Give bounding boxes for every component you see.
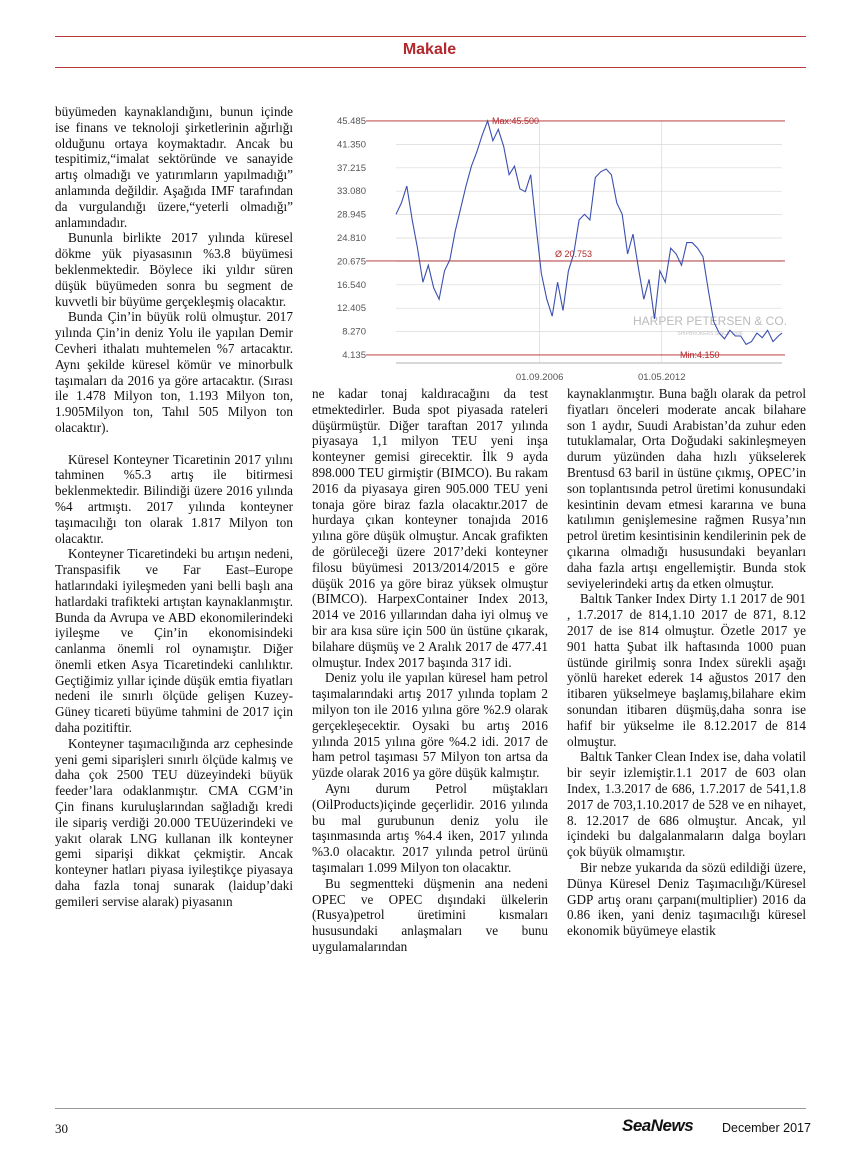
magazine-logo: SeaNews: [622, 1116, 694, 1135]
section-title: Makale: [402, 41, 457, 58]
y-tick-label: 33.080: [336, 186, 366, 198]
y-tick-label: 37.215: [336, 162, 366, 174]
x-tick-label: 01.09.2006: [515, 372, 564, 383]
paragraph: Aynı durum Petrol müştakları (OilProducts)içinde geçerlidir. 2016 yılında bu mal gurubunun deniz yolu ile taşınmasında artış %4.4 iken, 2017 yılında %3.0 olacaktır. 2017 yılında petrol ürünü taşımaları 1.099 Milyon ton olacaktır.: [312, 780, 548, 875]
footer-rule: [55, 1108, 806, 1109]
article-column-2: [312, 386, 548, 1114]
y-tick-label: 4.135: [342, 350, 366, 361]
y-tick-label: 28.945: [336, 209, 366, 221]
paragraph: Konteyner taşımacılığında arz cephesinde yeni gemi siparişleri sınırlı ölçüde kalmış ve daha çok 2500 TEU düzeyindeki büyük feeder’lara odaklanmıştır. CMA CGM’in Çin finans kuruluşlarından sağladığı kredi ile sipariş verdiği 20.000 TEUüzerindeki ve yakıt olarak LNG kullanan ilk konteyner gemi siparişi dikkat çekmiştir. Ancak konteyner hatları piyasa iyileştikçe piyasaya daha fazla tonaj sunarak (laidup’daki gemileri servise alarak) piyasanın: [55, 735, 293, 909]
page-number: 30: [55, 1121, 68, 1136]
paragraph: Baltık Tanker Clean Index ise, daha volatil bir seyir izlemiştir.1.1 2017 de 603 olan Index, 1.3.2017 de 686, 1.7.2017 de 541,1.8 2017 de 703,1.10.2017 de 528 ve en nihayet, 8. 12.2017 de 686 olmuştur. Ancak, yıl içindeki bu dalgalanmaların dalga boyları çok büyük olmamıştır.: [567, 749, 806, 860]
average-label: Ø 20.753: [555, 248, 593, 259]
header-rule-bottom: [55, 67, 806, 68]
watermark-subtext: SHIPBROKERS SINCE 1896: [677, 331, 743, 337]
harpex-chart: [310, 103, 807, 388]
max-label: Max:45.500: [492, 115, 540, 126]
paragraph: ne kadar tonaj kaldıracağını da test etmektedirler. Buda spot piyasada rateleri düşürmüştür. Diğer taraftan 2017 yılında piyasaya 1,1 milyon TEU yeni inşa konteyner gemisi girecektir. İlk 9 ayda 898.000 TEU girmiştir (BIMCO). Bu rakam 2016 da piyasaya giren 905.000 TEU yeni tonaja göre biraz fazla olacaktır.2017 de hurdaya çıkan konteyner tonajıda 2016 yılına göre düşük olmuştur. Ancak grafikten de görüleceği üzere 2017’deki konteyner filosu büyümesi 2013/2014/2015 e göre düşük 2016 ya göre biraz yüksek olmuştur (BIMCO). HarpexContainer Index 2013, 2014 ve 2016 yıllarından daha iyi olmuş ve bir ara kısa süre için 500 ün üstüne çıkarak, bilahare düşmüş ve 2 Aralık 2017 de 477.41 olmuştur. Index 2017 başında 317 idi.: [312, 386, 548, 670]
y-tick-label: 20.675: [336, 256, 366, 268]
y-tick-label: 45.485: [336, 116, 366, 127]
article-column-1: [55, 104, 293, 1114]
paragraph: Konteyner Ticaretindeki bu artışın nedeni, Transpasifik ve Far East–Europe hatlarındaki iyileşmeden yani belli başlı ana hatlardaki trafikteki artıştan kaynaklanmıştır. Bunda da Avrupa ve ABD ekonomilerindeki iyileşme ve Çin’in ekonomisindeki canlanma önemli rol oynamıştır. Diğer önemli etken Asya Ticaretindeki canlılıktır. Geçtiğimiz yıllar içinde düşük emtia fiyatları nedeni ile sınırlı ölçüde gelişen Kuzey-Güney ticareti büyüme tahmini de 2017 için daha pozitiftir.: [55, 546, 293, 736]
chart-background: [310, 103, 807, 388]
min-label: Min:4.150: [680, 349, 720, 360]
paragraph: Bir nebze yukarıda da sözü edildiği üzere, Dünya Küresel Deniz Taşımacılığı/Küresel GDP artış oranı çarpanı(multiplier) 2016 da 0.86 iken, yani deniz taşımacılığı küresel ekonomik büyümeye elastik: [567, 859, 806, 939]
paragraph: Bununla birlikte 2017 yılında küresel dökme yük piyasasının %3.8 büyümesi beklenmektedir. Böylece iki yıldır süren düşük büyümeden sonra bu segment de kuvvetli bir büyüme gerçekleşmiş olacaktır.: [55, 230, 293, 309]
paragraph: büyümeden kaynaklandığını, bunun içinde ise finans ve teknoloji şirketlerinin ağırlığı olduğunu ortaya koymaktadır. Ancak bu tespitimiz,“imalat sektöründe ve sanayide artış olmadığı ve yatırımların yapılmadığı” anlamında değildir. Aşağıda IMF tarafından da vurgulandığı üzere,“yeterli olmadığı” anlamındadır.: [55, 104, 293, 230]
article-column-3: [567, 386, 806, 1114]
paragraph: Deniz yolu ile yapılan küresel ham petrol taşımalarındaki artış 2017 yılında toplam 2 milyon ton ile 2016 yılına göre %2.9 olarak gerçekleşecektir. Oysaki bu artış 2016 yılında 2015 yılına göre %4.2 idi. 2017 de ham petrol taşıması 57 Milyon ton artsa da yüzde olarak 2016 ya göre düşük kalmıştır.: [312, 670, 548, 781]
y-tick-label: 12.405: [336, 303, 366, 315]
paragraph: kaynaklanmıştır. Buna bağlı olarak da petrol fiyatları önceleri moderate ancak bilahare son 1 aydır, Suudi Arabistan’da zuhur eden tutuklamalar, Orta Doğudaki sakinleşmeyen durum yüzünden daha hızlı yükselerek Brentusd 63 baril in üstüne çıkmış, OPEC’in son toplantısında petrol üretimi konusundaki kesintinin devam etmesi kararına ve buna katılımın genişlemesine rağmen Rusya’nın petrol üretim kesintisinin kendilerinin pek de çıkarına olmadığı hususundaki beyanları daha fazla artışı engellemiştir. Bunda stok seviyelerindeki artış da etken olmuştur.: [567, 386, 806, 591]
paragraph: Küresel Konteyner Ticaretinin 2017 yılını tahminen %5.3 artış ile bitirmesi beklenmektedir. Bilindiği üzere 2016 yılında %4 artmıştı. 2017 yılında konteyner taşımacılığı ton olarak 1.817 Milyon ton olacaktır.: [55, 451, 293, 546]
y-tick-label: 8.270: [342, 326, 366, 338]
paragraph: Baltık Tanker Index Dirty 1.1 2017 de 901 , 1.7.2017 de 814,1.10 2017 de 871, 8.12 2017 de ise 814 olmuştur. Özetle 2017 ye 901 hatta Şubat ilk haftasında 1000 puan üstünde girilmiş sonra Index sürekli aşağı yönlü hareket ederek 14 ağustos 2017 den itibaren yükselmeye başlamış,bilahare ekim sonundan itibaren düşmüş,daha sonra ise hafif bir yükselme ile 8.12.2017 de 814 olmuştur.: [567, 591, 806, 749]
paragraph: Bu segmentteki düşmenin ana nedeni OPEC ve OPEC dışındaki ülkelerin (Rusya)petrol üretimini kısmaları hususundaki anlaşmaları ve bunu uygulamalarından: [312, 875, 548, 954]
paragraph: Bunda Çin’in büyük rolü olmuştur. 2017 yılında Çin’in deniz Yolu ile yapılan Demir Cevheri ithalatı muhtemelen %7 artacaktır. Aynı şekilde küresel kömür ve minorbulk taşımaları da 2016 ya göre artacaktır. (Sırası ile 1.478 Milyon ton, 1.193 Milyon ton, 1.905Milyon ton, Tahıl 505 Milyon ton olacaktır).: [55, 309, 293, 435]
line-chart: [310, 103, 807, 388]
header-rule-top: [55, 36, 806, 37]
y-tick-label: 16.540: [336, 279, 366, 291]
issue-date: December 2017: [722, 1121, 811, 1135]
y-tick-label: 24.810: [336, 233, 366, 244]
x-tick-label: 01.05.2012: [637, 372, 686, 383]
y-tick-label: 41.350: [336, 139, 366, 151]
watermark-text: HARPER PETERSEN & CO.: [632, 314, 788, 328]
